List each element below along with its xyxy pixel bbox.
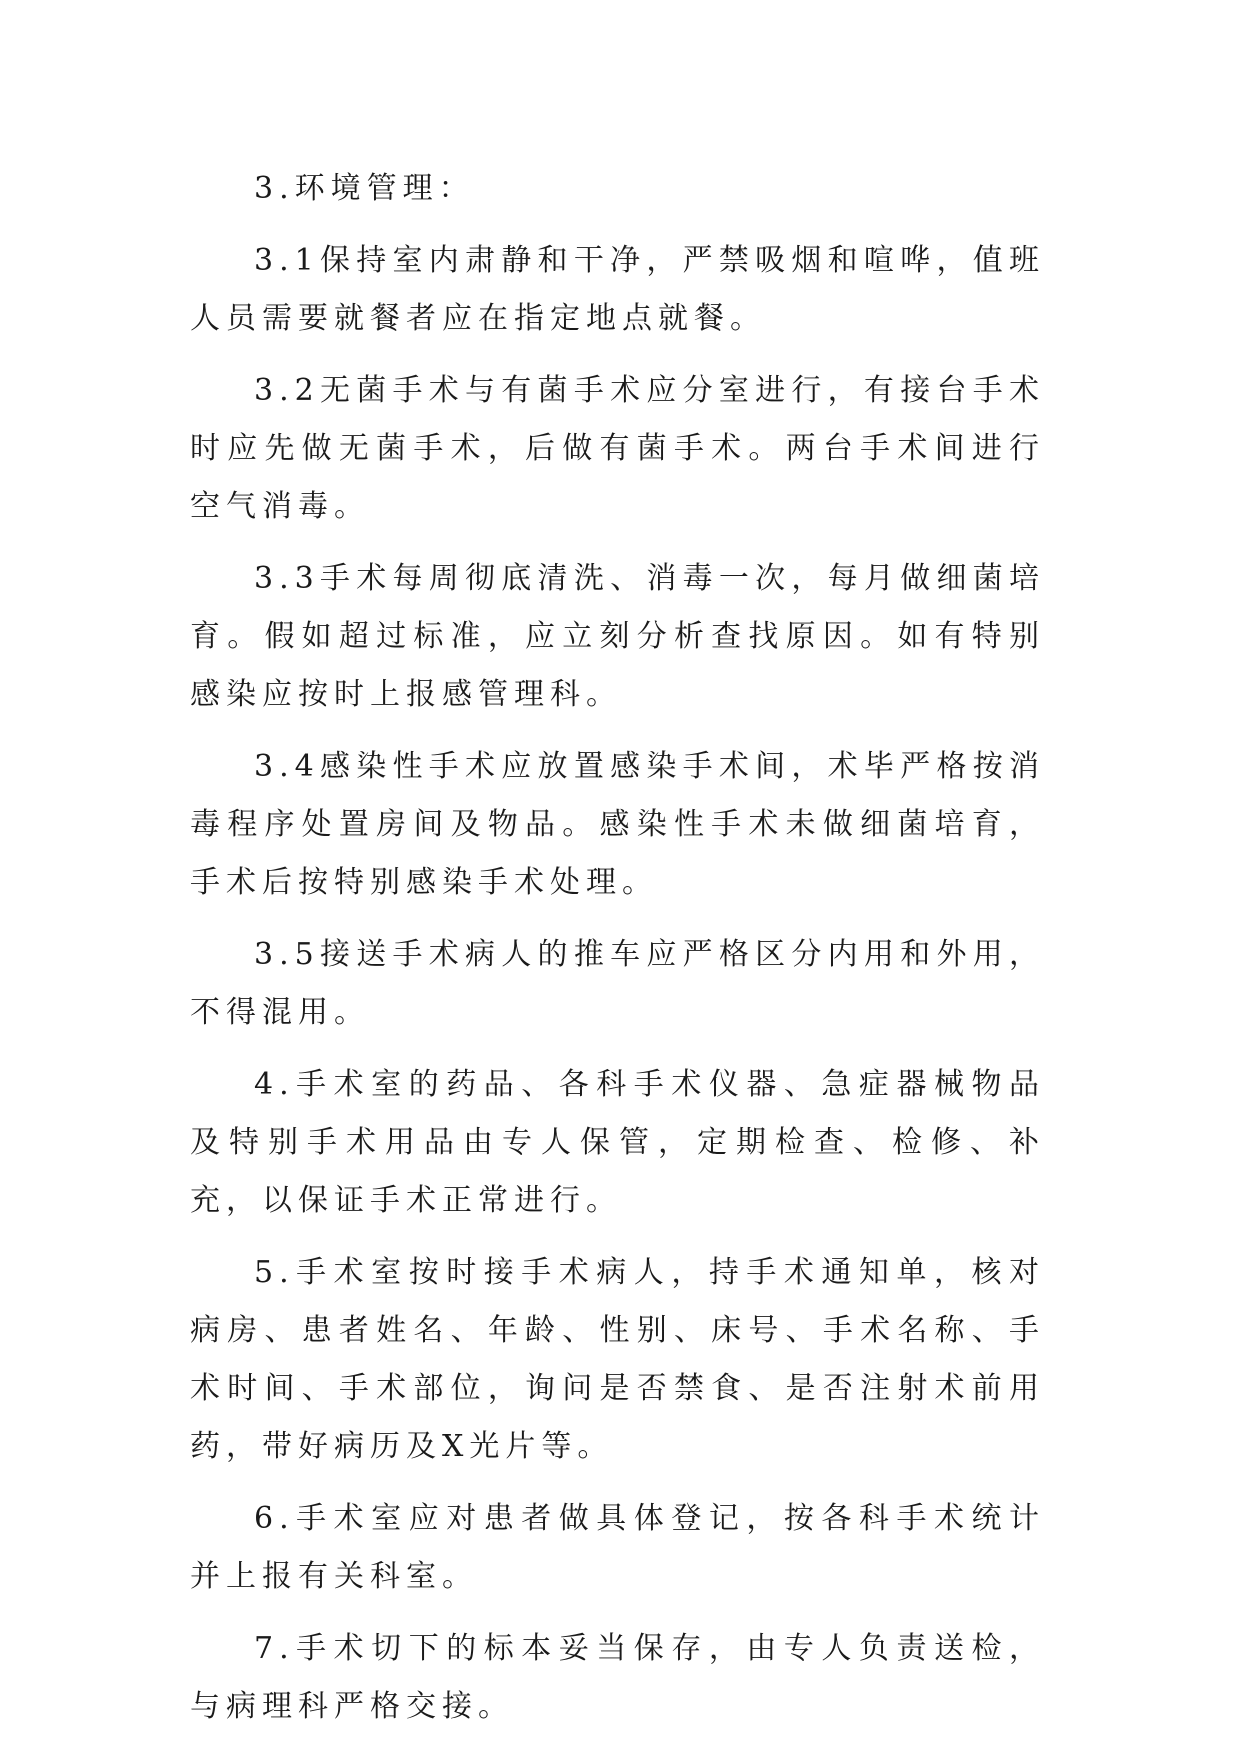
paragraph-5: 5.手术室按时接手术病人，持手术通知单，核对病房、患者姓名、年龄、性别、床号、手术名称、手术时间、手术部位，询问是否禁食、是否注射术前用药，带好病历及X光片等。 xyxy=(190,1255,1045,1464)
paragraph-3-4: 3.4感染性手术应放置感染手术间，术毕严格按消毒程序处置房间及物品。感染性手术未做细菌培育，手术后按特别感染手术处理。 xyxy=(190,749,1045,900)
paragraph-3-1: 3.1保持室内肃静和干净，严禁吸烟和喧哗，值班人员需要就餐者应在指定地点就餐。 xyxy=(190,243,1045,336)
paragraph-3-2: 3.2无菌手术与有菌手术应分室进行，有接台手术时应先做无菌手术，后做有菌手术。两台手术间进行空气消毒。 xyxy=(190,373,1045,524)
document-body xyxy=(190,160,1045,1750)
paragraph-6: 6.手术室应对患者做具体登记，按各科手术统计并上报有关科室。 xyxy=(190,1501,1045,1594)
paragraph-7: 7.手术切下的标本妥当保存，由专人负责送检，与病理科严格交接。 xyxy=(190,1631,1045,1724)
paragraph-3-3: 3.3手术每周彻底清洗、消毒一次，每月做细菌培育。假如超过标准，应立刻分析查找原因。如有特别感染应按时上报感管理科。 xyxy=(190,561,1045,712)
paragraph-4: 4.手术室的药品、各科手术仪器、急症器械物品及特别手术用品由专人保管，定期检查、检修、补充，以保证手术正常进行。 xyxy=(190,1067,1045,1218)
section-heading-environment: 3.环境管理： xyxy=(254,171,475,206)
paragraph-3-5: 3.5接送手术病人的推车应严格区分内用和外用，不得混用。 xyxy=(190,937,1045,1030)
